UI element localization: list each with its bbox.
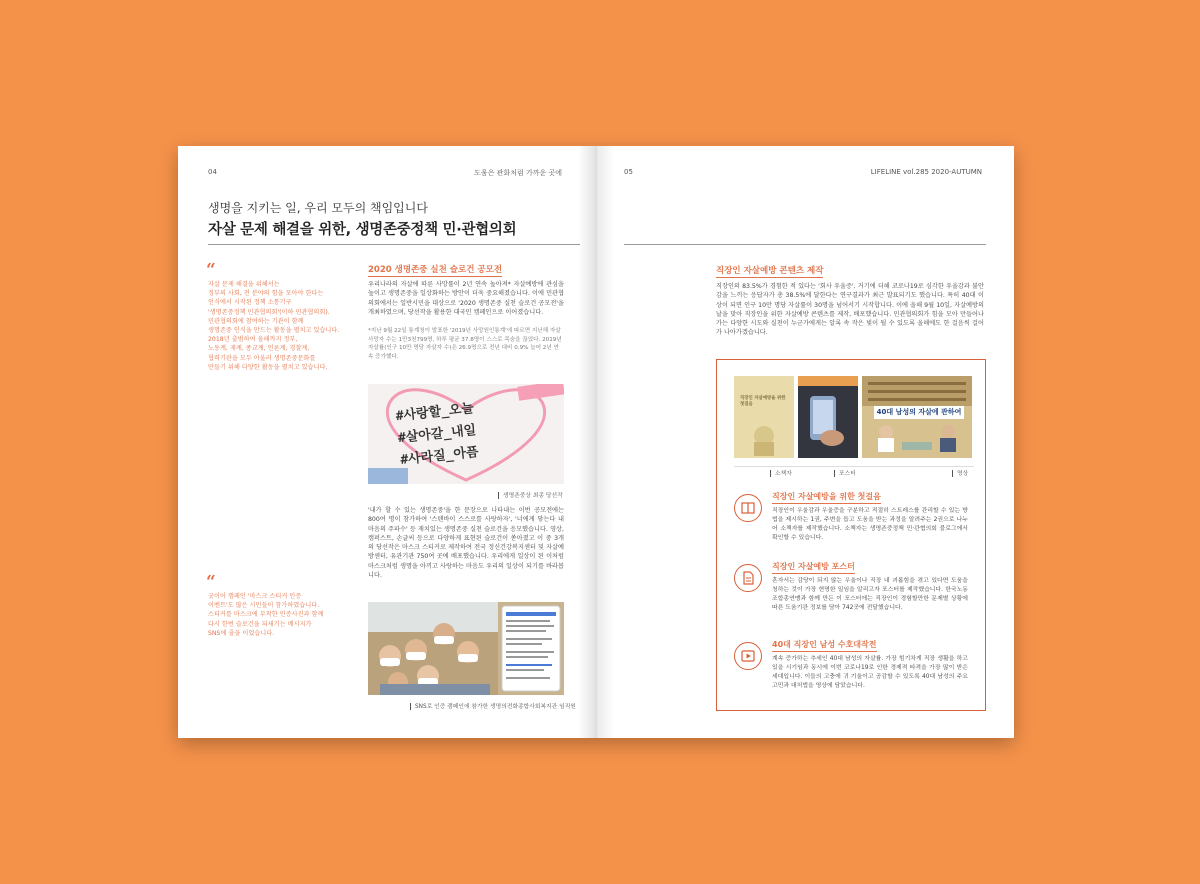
play-icon [734, 642, 762, 670]
title-rule [208, 244, 580, 245]
slogan-photo [368, 384, 564, 484]
photo2-caption: SNS로 인증 캠페인에 참가한 생명의전화종합사회복지관 임직원 [410, 701, 576, 710]
document-icon [734, 564, 762, 592]
quote-line: 다시 한번 슬로건을 되새기는 메시지가 [208, 620, 312, 628]
thumb-label-poster: 포스터 [834, 468, 856, 477]
poster-thumbnail [798, 376, 858, 458]
page-number-left: 04 [208, 168, 217, 176]
footnote: *지난 9월 22일 통계청이 발표한 '2019년 사망원인통계'에 따르면 지난해 자살 사망자 수는 1만3천799명, 하루 평균 37.8명이 스스로 목숨을 끊었다. 2019년 자살률(인구 10만 명당 자살자 수)은 26.9명으로 전년 대비 0.9% 늘어 2년 연속 증가했다. [368, 328, 562, 360]
quote-block-1 [208, 280, 358, 372]
video-thumb-title: 40대 남성의 자살에 관하여 [874, 406, 964, 419]
item-body-booklet: 직장인이 우울감과 우울증을 구분하고 적절히 스트레스를 관리할 수 있는 방법을 제시하는 1권, 주변을 돕고 도움을 받는 과정을 알려주는 2권으로 나누어 소책자를 제작했습니다. 소책자는 생명존중정책 민·관협의회 블로그에서 확인할 수 있습니다. [772, 508, 968, 541]
item-title-booklet: 직장인 자살예방을 위한 첫걸음 [772, 491, 881, 504]
quote-line: 정부의 사회, 전 분야의 힘을 모아야 한다는 [208, 290, 324, 298]
sns-photo [368, 602, 564, 695]
quote-line: 민관협의회에 참여하는 기관이 함께 [208, 317, 304, 325]
handwritten-slogans [395, 398, 480, 472]
content-thumbnails [734, 372, 974, 462]
quote-line: 이벤트'도 많은 시민들이 참가하였습니다. [208, 602, 320, 610]
section-body-slogan-2: '내가 할 수 있는 생명존중'을 한 문장으로 나타내는 이번 공모전에는 800여 명이 참가하여 '스탠바이 스스로를 사랑하자', '너에게 닿는다 내 마음의 주파수' 등 재치있는 생명존중 실천 슬로건을 응모했습니다. 영상, 캠퍼스트, 손글씨 등으로 다양하게 표현된 슬로건이 쏟아졌고 이 중 3개의 당선작은 마스크 스티커로 제작하여 전국 정신건강복지센터 및 자살예방센터, 유관기관 750여 곳에 배포했습니다. 우리에게 일상이 된 이처럼 마스크처럼 생명을 아끼고 사랑하는 마음도 우리의 일상이 되기를 바라봅니다. [368, 507, 564, 580]
running-header-right: LIFELINE vol.285 2020-AUTUMN [870, 168, 982, 176]
quote-icon: “ [206, 572, 216, 592]
thumb-label-booklet: 소책자 [770, 468, 792, 477]
item-title-poster: 직장인 자살예방 포스터 [772, 561, 855, 574]
page-subtitle: 생명을 지키는 일, 우리 모두의 책임입니다 [208, 201, 428, 215]
quote-line: 생명존중 인식을 만드는 활동을 펼치고 있습니다. [208, 327, 340, 335]
item-body-video: 계속 증가하는 추세인 40대 남성의 자살률. 가장 힘기차게 직장 생활을 하고 있을 시기임과 동시에 이번 코로나19로 인한 경제적 타격을 가장 많이 받은 세대입니다. 이들의 고충에 귀 기울이고 공감할 수 있도록 40대 남성의 주요 고민과 대처법을 영상에 담았습니다. [772, 656, 968, 689]
quote-line: 굿이어 캠페인 '마스크 스티커 인증 [208, 593, 302, 600]
quote-line: 2018년 출범하여 올해까지 정부, [208, 336, 298, 344]
quote-line: 만들기 위해 다양한 활동을 펼치고 있습니다. [208, 363, 328, 371]
quote-line: 협력기관을 모두 아울러 생명존중문화를 [208, 354, 316, 362]
header-rule-right [624, 244, 986, 245]
slogan-line: #살아갈_내일 [397, 422, 477, 447]
page-number-right: 05 [624, 168, 633, 176]
booklet-thumbnail [734, 376, 794, 458]
left-page [178, 146, 596, 738]
page-title: 자살 문제 해결을 위한, 생명존중정책 민·관협의회 [208, 222, 517, 238]
book-icon [734, 494, 762, 522]
booklet-illustration-icon [734, 376, 794, 458]
slogan-line: #사라질_아픔 [399, 444, 480, 468]
running-header-left: 도움은 관화처럼 가까운 곳에 [474, 169, 562, 177]
quote-line: '생명존중정책 민관협의회'(이하 민관협의회). [208, 308, 330, 316]
quote-icon: “ [206, 260, 216, 280]
group-photo-icon [368, 602, 564, 695]
photo1-caption: 생명존중상 최종 당선작 [498, 490, 563, 499]
magazine-spread [178, 146, 1014, 738]
item-title-video: 40대 직장인 남성 수호대작전 [772, 639, 877, 652]
section-body-slogan: 우리나라의 자살에 따른 사망률이 2년 연속 높아져* 자살예방에 관심을 높이고 생명존중을 일상화하는 방안이 더욱 중요해졌습니다. 이에 민관협의회에서는 일반시민을 대상으로 '2020 생명존중 실천 슬로건 공모전'을 개최하였으며, 당선작을 활용한 대국민 캠페인으로 이어졌습니다. [368, 281, 564, 316]
thumb-label-video: 영상 [952, 468, 968, 477]
quote-line: 노동계, 재계, 종교계, 언론계, 경찰계, [208, 345, 310, 353]
section-body-content: 직장인의 83.5%가 경험한 적 있다는 '회사 우울증'. 거기에 더해 코로나19로 심각한 우울감과 불안감을 느끼는 응답자가 총 38.5%에 달한다는 연구결과가 최근 발표되기도 했습니다. 특히 40대 이상이 되면 인구 10만 명당 자살률이 30명을 넘어서기 시작합니다. 이에 올해 9월 10일, 자살예방의 날을 맞아 직장인을 위한 자살예방 콘텐츠를 제작, 배포했습니다. 민관협의회가 힘을 모아 만들어나가는 다양한 시도와 실천이 누군가에게는 알록 속 작은 빛이 될 수 있도록 올해에도 한 걸음씩 걸어가 나아가겠습니다. [716, 283, 984, 337]
video-thumbnail [862, 376, 972, 458]
quote-line: SNS에 줄을 이었습니다. [208, 629, 275, 637]
quote-line: 인식에서 시작된 정책 소통기구 [208, 299, 292, 307]
item-body-poster: 혼자서는 감당이 되지 않는 우울이나 직장 내 괴롭힘을 겪고 있다면 도움을 청하는 것이 가장 현명한 일임을 알리고자 포스터를 제작했습니다. 한국노동조합총연맹과 함께 만든 이 포스터에는 직장인이 경험할만한 문제별 상황에 따른 도움기관 정보를 담아 742곳에 전달했습니다. [772, 578, 968, 611]
quote-line: 스티커를 마스크에 부착한 인증사진과 함께 [208, 611, 324, 619]
booklet-thumb-text: 직장인 자살예방을 위한 첫걸음 [740, 396, 786, 407]
section-title-content: 직장인 자살예방 콘텐츠 제작 [716, 266, 824, 276]
section-title-slogan: 2020 생명존중 실천 슬로건 공모전 [368, 265, 503, 275]
slogan-line: #사랑할_오늘 [395, 401, 475, 425]
thumb-divider [734, 466, 974, 467]
quote-block-2 [208, 592, 358, 638]
quote-line: 자살 문제 해결을 위해서는 [208, 281, 280, 288]
phone-hand-icon [798, 376, 858, 458]
